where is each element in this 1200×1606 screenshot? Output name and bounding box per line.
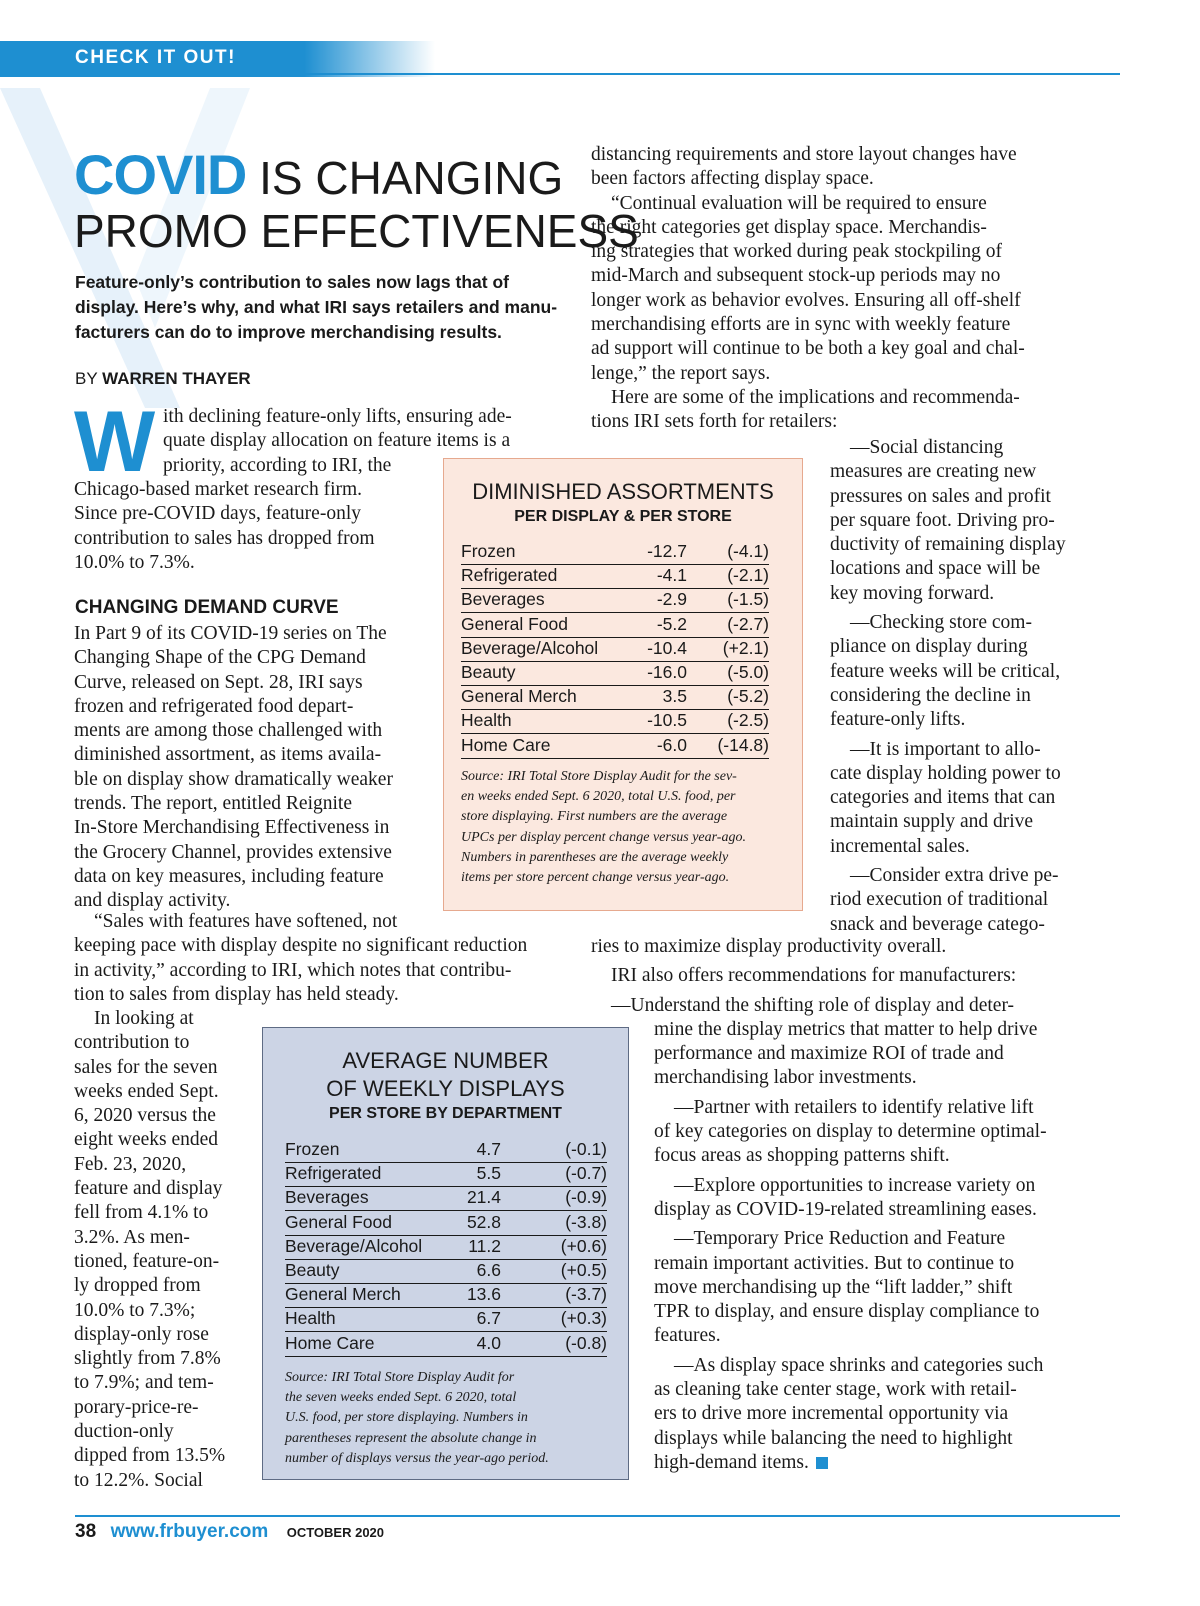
row-category: Refrigerated	[285, 1163, 382, 1184]
text-line: In-Store Merchandising Effectiveness in	[74, 817, 390, 839]
row-category: General Food	[461, 613, 569, 634]
text-line: contribution to	[74, 1032, 190, 1054]
manufacturer-recommendations	[591, 935, 1121, 1475]
table-row	[461, 734, 769, 759]
row-category: Frozen	[461, 541, 516, 561]
headline-part-1: IS CHANGING	[246, 152, 564, 204]
footer-rule	[75, 1515, 1120, 1517]
row-value-primary: 5.5	[476, 1163, 501, 1184]
text-line: and display activity.	[74, 890, 231, 912]
source-line: parentheses represent the absolute change in	[285, 1430, 537, 1446]
text-line: —Understand the shifting role of display and deter-	[611, 994, 1015, 1016]
deck-line: Feature-only’s contribution to sales now lags that of	[75, 272, 509, 292]
box-title-line-2: OF WEEKLY DISPLAYS	[326, 1076, 565, 1101]
row-value-primary: -2.9	[656, 589, 687, 610]
box-title-line-1: AVERAGE NUMBER	[342, 1048, 549, 1073]
row-value-primary: -10.5	[647, 710, 687, 731]
text-line: to 7.9%; and tem-	[74, 1372, 214, 1394]
text-line: frozen and refrigerated food depart-	[74, 695, 354, 717]
text-line: weeks ended Sept.	[74, 1080, 219, 1102]
table-row	[285, 1307, 607, 1332]
table-row	[285, 1186, 607, 1211]
text-line: Chicago-based market research firm.	[74, 479, 363, 500]
text-line: Here are some of the implications and recommenda-	[611, 386, 1020, 408]
row-value-change: (-2.1)	[727, 565, 769, 586]
text-line: mine the display metrics that matter to help drive	[654, 1018, 1038, 1040]
row-value-change: (-3.8)	[565, 1211, 607, 1232]
row-value-change: (-0.8)	[565, 1332, 607, 1353]
text-line: “Continual evaluation will be required to ensure	[611, 192, 987, 214]
row-value-change: (-1.5)	[727, 589, 769, 610]
text-line: per square foot. Driving pro-	[830, 509, 1055, 531]
subhead-changing-demand-curve: CHANGING DEMAND CURVE	[75, 597, 339, 618]
row-value-change: (-3.7)	[565, 1284, 607, 1305]
box-subtitle: PER DISPLAY & PER STORE	[514, 508, 732, 525]
text-line: categories and items that can	[830, 787, 1056, 809]
text-line: slightly from 7.8%	[74, 1348, 221, 1370]
retailer-recommendations	[830, 436, 1110, 937]
box-title: DIMINISHED ASSORTMENTS	[472, 479, 774, 504]
row-value-primary: 21.4	[466, 1187, 501, 1208]
table-row	[461, 637, 769, 662]
text-line: ing strategies that worked during peak stockpiling of	[591, 241, 1003, 263]
row-value-primary: 3.5	[662, 686, 687, 707]
text-line: fell from 4.1% to	[74, 1202, 209, 1224]
row-category: Frozen	[285, 1139, 340, 1159]
text-line: 6, 2020 versus the	[74, 1105, 216, 1127]
text-line: contribution to sales has dropped from	[74, 527, 375, 549]
text-line: display-only rose	[74, 1323, 209, 1345]
drop-cap: W	[74, 394, 156, 490]
text-line: measures are creating new	[830, 461, 1037, 483]
text-line: ith declining feature-only lifts, ensuring ade-	[163, 406, 512, 427]
row-value-change: (+0.3)	[560, 1308, 607, 1329]
row-value-change: (-0.9)	[565, 1187, 607, 1208]
end-mark-icon	[816, 1457, 828, 1469]
row-category: Health	[461, 710, 512, 731]
text-line: incremental sales.	[830, 835, 970, 857]
text-line: sales for the seven	[74, 1056, 218, 1078]
deck	[75, 270, 595, 345]
text-line: feature weeks will be critical,	[830, 660, 1061, 682]
text-line: display as COVID-19-related streamlining eases.	[654, 1198, 1037, 1220]
page-number: 38	[75, 1521, 97, 1542]
row-category: Beverage/Alcohol	[461, 637, 599, 658]
table-row	[461, 685, 769, 710]
weekly-displays-box	[262, 1027, 629, 1480]
text-line: move merchandising up the “lift ladder,” shift	[654, 1276, 1013, 1298]
box-subtitle: PER STORE BY DEPARTMENT	[329, 1105, 562, 1122]
paragraph-demand-curve	[74, 622, 434, 914]
table-row	[461, 564, 769, 589]
text-line-end: high-demand items.	[654, 1451, 809, 1473]
source-line: the seven weeks ended Sept. 6 2020, total	[285, 1390, 517, 1406]
footer	[75, 1521, 384, 1543]
text-line: —As display space shrinks and categories such	[674, 1354, 1044, 1376]
text-line: ble on display show dramatically weaker	[74, 768, 393, 790]
source-line: UPCs per display percent change versus year-ago.	[461, 829, 746, 845]
source-line: en weeks ended Sept. 6 2020, total U.S. food, per	[461, 789, 736, 805]
byline-prefix: BY	[75, 369, 103, 388]
text-line: ductivity of remaining display	[830, 534, 1066, 556]
text-line: displays while balancing the need to highlight	[654, 1427, 1013, 1449]
deck-line: display. Here’s why, and what IRI says retailers and manu-	[75, 297, 558, 317]
source-line: Source: IRI Total Store Display Audit for	[285, 1370, 515, 1385]
text-line: porary-price-re-	[74, 1396, 199, 1418]
row-value-primary: 11.2	[468, 1235, 501, 1256]
text-line: —Checking store com-	[850, 612, 1032, 634]
table-row	[285, 1138, 607, 1163]
diminished-assortments-box	[443, 458, 803, 911]
text-line: —Temporary Price Reduction and Feature	[674, 1228, 1006, 1250]
source-line: number of displays versus the year-ago period.	[285, 1450, 549, 1466]
row-category: General Food	[285, 1211, 393, 1232]
text-line: of key categories on display to determine optimal-	[654, 1121, 1047, 1143]
row-value-primary: -16.0	[647, 662, 687, 682]
text-line: locations and space will be	[830, 558, 1041, 580]
row-category: Health	[285, 1308, 336, 1329]
row-category: General Merch	[285, 1284, 401, 1305]
text-line: pressures on sales and profit	[830, 485, 1051, 507]
text-line: merchandising efforts are in sync with weekly feature	[591, 314, 1011, 336]
text-line: features.	[654, 1325, 721, 1347]
text-line: IRI also offers recommendations for manufacturers:	[611, 965, 1017, 987]
row-value-change: (+0.5)	[560, 1260, 607, 1280]
row-value-primary: -12.7	[647, 541, 687, 561]
text-line: tion to sales from display has held steady.	[74, 983, 399, 1005]
section-banner	[0, 41, 435, 77]
text-line: In looking at	[94, 1008, 194, 1029]
row-category: Beverages	[461, 589, 545, 610]
text-line: 10.0% to 7.3%.	[74, 551, 195, 573]
paragraph-sales-features	[74, 910, 574, 1007]
text-line: pliance on display during	[830, 636, 1028, 658]
headline-line-2: PROMO EFFECTIVENESS	[74, 205, 639, 257]
text-line: snack and beverage catego-	[830, 913, 1045, 935]
text-line: longer work as behavior evolves. Ensuring all off-shelf	[591, 289, 1021, 311]
row-category: Beauty	[285, 1260, 340, 1280]
text-line: —Explore opportunities to increase variety on	[674, 1174, 1036, 1196]
table-row	[285, 1211, 607, 1236]
headline-covid: COVID	[74, 143, 247, 206]
text-line: lenge,” the report says.	[591, 362, 771, 384]
row-value-primary: 6.7	[476, 1308, 501, 1329]
source-line: Source: IRI Total Store Display Audit for the sev-	[461, 769, 737, 784]
text-line: merchandising labor investments.	[654, 1067, 917, 1089]
issue-date: OCTOBER 2020	[286, 1525, 385, 1540]
row-value-change: (-14.8)	[717, 734, 769, 755]
row-value-primary: 4.7	[476, 1139, 501, 1159]
header-rule	[75, 73, 1120, 75]
text-line: diminished assortment, as items availa-	[74, 744, 382, 766]
row-category: Refrigerated	[461, 565, 558, 586]
table-row	[461, 661, 769, 686]
source-line: Numbers in parentheses are the average weekly	[461, 849, 729, 865]
text-line: riod execution of traditional	[830, 889, 1049, 911]
row-category: General Merch	[461, 686, 577, 707]
table-row	[461, 613, 769, 638]
row-value-primary: 13.6	[466, 1284, 501, 1305]
box-source-note	[285, 1368, 620, 1469]
row-value-change: (-5.0)	[727, 662, 769, 682]
text-line: “Sales with features have softened, not	[94, 911, 398, 932]
text-line: ers to drive more incremental opportunity via	[654, 1403, 1009, 1425]
row-value-change: (-5.2)	[727, 686, 769, 707]
column-2-top-text	[591, 143, 1091, 435]
text-line: —Social distancing	[850, 437, 1004, 458]
row-value-change: (-2.5)	[727, 710, 769, 731]
text-line: the right categories get display space. Merchandis-	[591, 216, 987, 238]
site-url: www.frbuyer.com	[110, 1521, 269, 1542]
byline	[75, 369, 251, 389]
text-line: trends. The report, entitled Reignite	[74, 793, 352, 815]
text-line: feature and display	[74, 1178, 223, 1200]
text-line: priority, according to IRI, the	[163, 454, 392, 476]
row-value-primary: -4.1	[656, 565, 687, 586]
text-line: keeping pace with display despite no significant reduction	[74, 935, 528, 957]
source-line: store displaying. First numbers are the average	[461, 809, 728, 825]
text-line: data on key measures, including feature	[74, 865, 384, 887]
row-value-change: (+2.1)	[722, 637, 769, 658]
table-row	[285, 1162, 607, 1187]
text-line: the Grocery Channel, provides extensive	[74, 841, 392, 863]
section-label: CHECK IT OUT!	[75, 47, 236, 68]
text-line: remain important activities. But to continue to	[654, 1252, 1015, 1274]
text-line: feature-only lifts.	[830, 709, 966, 731]
text-line: Feb. 23, 2020,	[74, 1153, 187, 1175]
box-source-note	[461, 767, 796, 888]
text-line: in activity,” according to IRI, which notes that contribu-	[74, 959, 512, 981]
row-value-primary: -5.2	[656, 613, 687, 634]
text-line: ments are among those challenged with	[74, 720, 383, 742]
text-line	[591, 1451, 1121, 1475]
text-line: TPR to display, and ensure display compliance to	[654, 1301, 1040, 1323]
text-line: In Part 9 of its COVID-19 series on The	[74, 623, 387, 644]
row-value-primary: 52.8	[466, 1211, 501, 1232]
row-value-change: (-2.7)	[727, 613, 769, 634]
byline-author: WARREN THAYER	[102, 369, 251, 388]
row-category: Beverages	[285, 1187, 369, 1208]
table-row	[285, 1332, 607, 1357]
text-line: —It is important to allo-	[850, 738, 1041, 760]
row-value-primary: -6.0	[656, 734, 687, 755]
text-line: ad support will continue to be both a key goal and chal-	[591, 338, 1025, 360]
row-value-primary: 4.0	[476, 1332, 501, 1353]
text-line: quate display allocation on feature items is a	[163, 430, 511, 452]
text-line: 3.2%. As men-	[74, 1226, 190, 1248]
decorative-v-graphic	[0, 78, 330, 458]
text-line: performance and maximize ROI of trade and	[654, 1043, 1004, 1065]
row-category: Beauty	[461, 662, 516, 682]
row-category: Beverage/Alcohol	[285, 1235, 423, 1256]
table-row	[285, 1235, 607, 1260]
text-line: maintain supply and drive	[830, 811, 1034, 833]
table-row	[285, 1259, 607, 1284]
table-row	[285, 1283, 607, 1308]
row-value-change: (-0.1)	[565, 1139, 607, 1159]
text-line: mid-March and subsequent stock-up periods may no	[591, 265, 1001, 287]
text-line: distancing requirements and store layout changes have	[591, 144, 1017, 165]
text-line: Curve, released on Sept. 28, IRI says	[74, 671, 363, 693]
text-line: tioned, feature-on-	[74, 1250, 220, 1272]
row-value-primary: -10.4	[647, 637, 687, 658]
table-row	[461, 588, 769, 613]
text-line: considering the decline in	[830, 684, 1031, 706]
source-line: items per store percent change versus year-ago.	[461, 870, 730, 886]
text-line: been factors affecting display space.	[591, 168, 874, 190]
table-row	[461, 540, 769, 565]
text-line: Changing Shape of the CPG Demand	[74, 647, 366, 669]
text-line: duction-only	[74, 1421, 174, 1443]
text-line: dipped from 13.5%	[74, 1445, 226, 1467]
table-row	[461, 709, 769, 734]
row-value-change: (-4.1)	[727, 541, 769, 561]
text-line: Since pre-COVID days, feature-only	[74, 503, 361, 525]
text-line: focus areas as shopping patterns shift.	[654, 1145, 950, 1167]
row-value-primary: 6.6	[476, 1260, 501, 1280]
text-line: key moving forward.	[830, 582, 995, 604]
text-line: eight weeks ended	[74, 1129, 219, 1151]
text-line: to 12.2%. Social	[74, 1469, 203, 1491]
text-line: as cleaning take center stage, work with retail-	[654, 1379, 1017, 1401]
text-line: tions IRI sets forth for retailers:	[591, 411, 838, 433]
text-line: —Consider extra drive pe-	[850, 865, 1059, 887]
text-line: —Partner with retailers to identify relative lift	[674, 1096, 1034, 1118]
deck-line: facturers can do to improve merchandising results.	[75, 322, 502, 342]
row-category: Home Care	[285, 1332, 375, 1353]
paragraph-contribution	[74, 1007, 259, 1493]
text-line: ries to maximize display productivity overall.	[591, 936, 947, 957]
row-category: Home Care	[461, 734, 551, 755]
row-value-change: (+0.6)	[560, 1235, 607, 1256]
intro-lines-b	[74, 478, 434, 575]
text-line: cate display holding power to	[830, 762, 1061, 784]
text-line: 10.0% to 7.3%;	[74, 1299, 196, 1321]
row-value-change: (-0.7)	[565, 1163, 607, 1184]
text-line: ly dropped from	[74, 1275, 201, 1297]
source-line: U.S. food, per store displaying. Numbers in	[285, 1410, 528, 1426]
